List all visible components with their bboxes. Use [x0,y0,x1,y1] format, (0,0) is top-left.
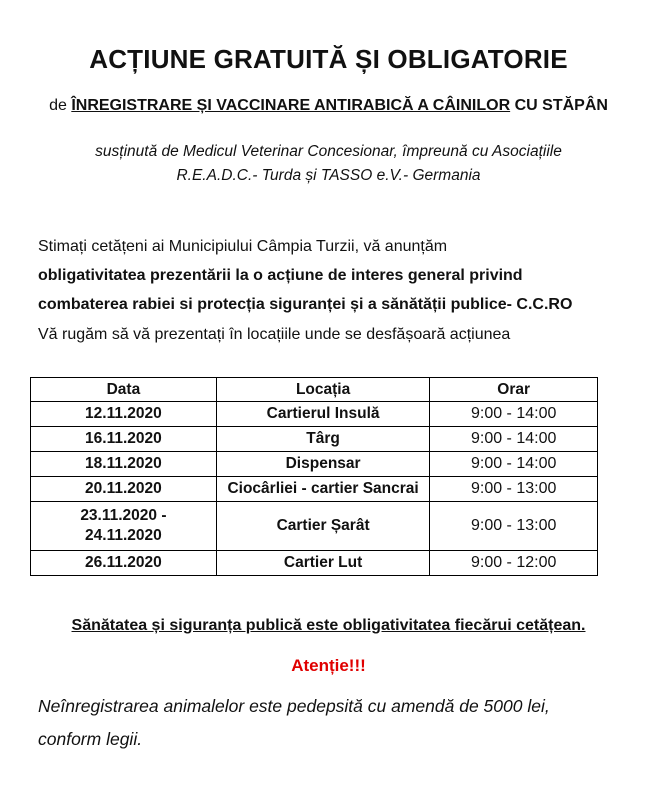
announcement [38,232,638,319]
row-hours: 9:00 - 12:00 [430,551,598,576]
support-line-1: susținută de Medicul Veterinar Concesionar, împreună cu Asociațiile [95,143,562,160]
announcement-bold-1: obligativitatea prezentării la o acțiune de interes general privind [38,267,523,284]
row-date-line-1: 23.11.2020 - [80,507,167,524]
row-hours: 9:00 - 14:00 [430,452,598,477]
header-date: Data [31,378,217,402]
table-header-row [31,378,598,402]
row-hours: 9:00 - 13:00 [430,477,598,502]
row-date: 12.11.2020 [31,402,217,427]
announcement-bold-2: combaterea rabiei si protecția siguranței și a sănătății publice- C.C.RO [38,296,573,313]
page-title: ACȚIUNE GRATUITĂ ȘI OBLIGATORIE [89,44,568,74]
support-text [0,140,657,188]
table-row [31,402,598,427]
row-location: Târg [216,427,430,452]
row-location: Ciocârliei - cartier Sancrai [216,477,430,502]
support-line-2: R.E.A.D.C.- Turda și TASSO e.V.- Germania [176,167,481,184]
row-date-line-2: 24.11.2020 [85,527,162,544]
row-location: Cartierul Insulă [216,402,430,427]
announcement-intro: Stimați cetățeni ai Municipiului Câmpia Turzii, vă anunțăm [38,238,448,255]
safety-note: Sănătatea și siguranța publică este obligativitatea fiecărui cetățean. [71,617,586,634]
warning-line-2: conform legii. [38,729,143,749]
attention-heading: Atenție!!! [291,656,366,675]
row-hours: 9:00 - 14:00 [430,427,598,452]
row-hours: 9:00 - 13:00 [430,502,598,551]
row-location: Dispensar [216,452,430,477]
row-location: Cartier Lut [216,551,430,576]
header-location: Locația [216,378,430,402]
warning-text [38,690,638,756]
subtitle-underlined: ÎNREGISTRARE ȘI VACCINARE ANTIRABICĂ A CÂINILOR [71,97,511,114]
subtitle [0,97,657,115]
table-row [31,551,598,576]
subtitle-suffix: CU STĂPÂN [514,97,608,114]
row-date: 26.11.2020 [31,551,217,576]
table-row [31,477,598,502]
row-date: 20.11.2020 [31,477,217,502]
table-row [31,452,598,477]
table-row [31,502,598,551]
subtitle-prefix: de [49,97,67,114]
header-hours: Orar [430,378,598,402]
schedule-table [30,377,598,576]
warning-line-1: Neînregistrarea animalelor este pedepsită cu amendă de 5000 lei, [38,696,550,716]
row-date: 18.11.2020 [31,452,217,477]
row-hours: 9:00 - 14:00 [430,402,598,427]
request-text: Vă rugăm să vă prezentați în locațiile unde se desfășoară acțiunea [38,326,511,343]
table-row [31,427,598,452]
row-date: 16.11.2020 [31,427,217,452]
row-location: Cartier Șarât [216,502,430,551]
row-date [31,502,217,551]
